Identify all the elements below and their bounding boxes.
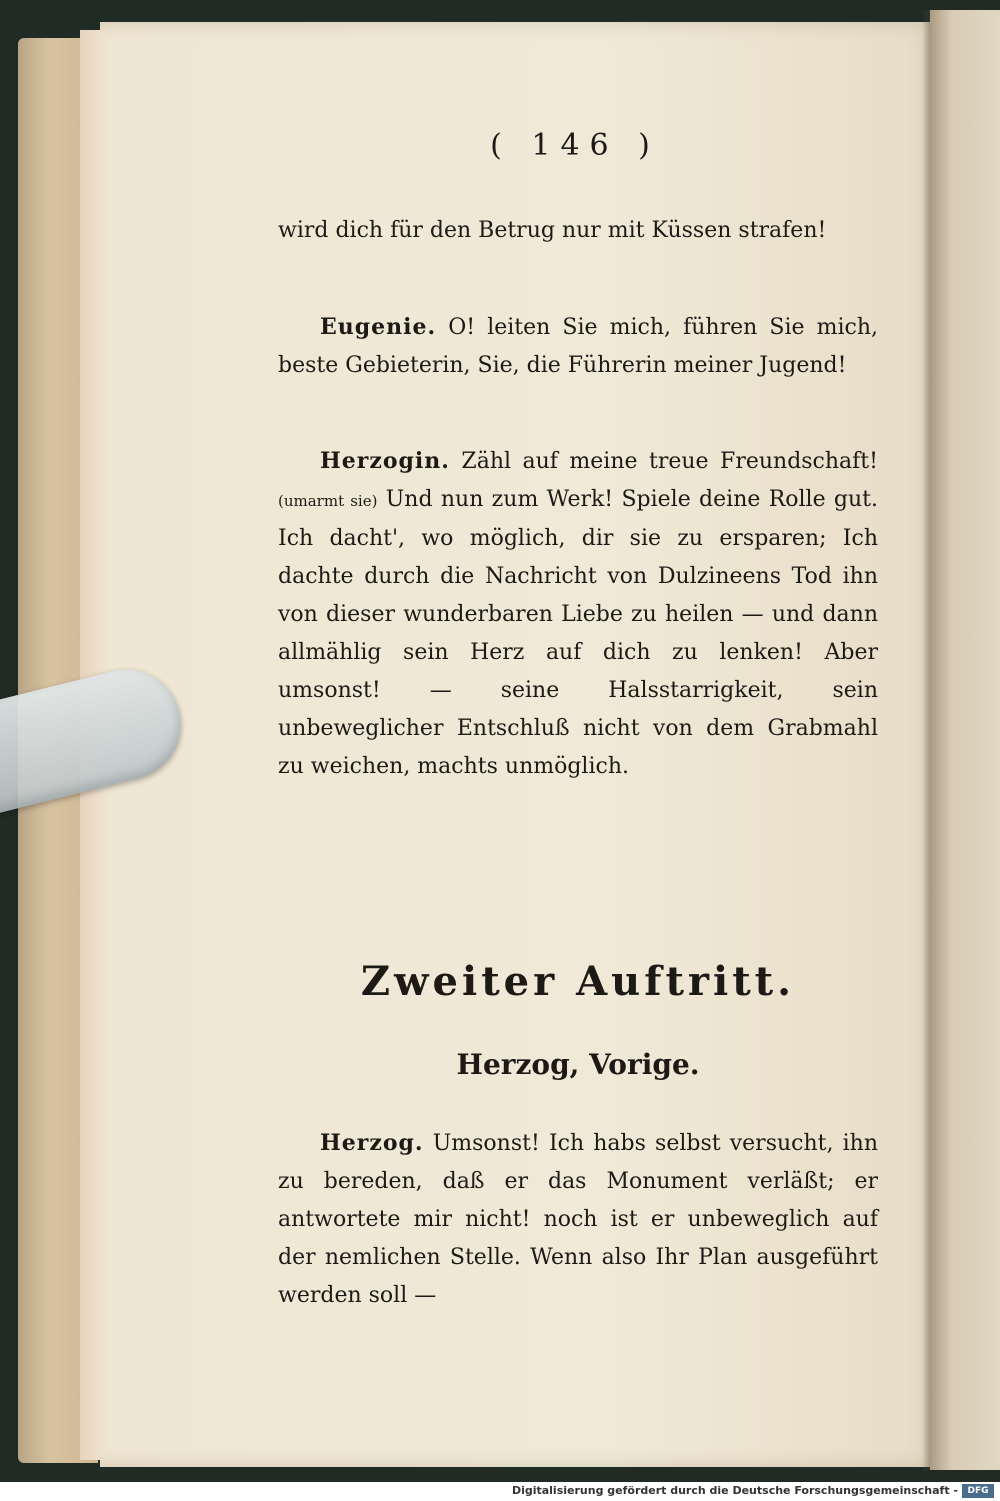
paragraph-herzog	[278, 1124, 878, 1315]
herzogin-text-after: Und nun zum Werk! Spiele deine Rolle gut. Ich dacht', wo möglich, dir sie zu ersparen; Ich dachte durch die Nachricht von Dulzineens Tod ihn von dieser wunderbaren Liebe zu heilen — und dann allmählig sein Herz auf dich zu lenken! Aber umsonst! — seine Halsstarrigkeit, sein unbeweglicher Entschluß nicht von dem Grabmahl zu weichen, machts unmöglich.	[278, 487, 879, 779]
scene-cast: Herzog, Vorige.	[456, 1048, 700, 1081]
footer-credit: Digitalisierung gefördert durch die Deutsche Forschungsgemeinschaft -	[511, 1484, 958, 1497]
paragraph-continuation	[278, 212, 878, 250]
paragraph-eugenie	[278, 308, 878, 385]
herzog-text: Umsonst! Ich habs selbst versucht, ihn zu bereden, daß er das Monument verläßt; er antwortete mir nicht! noch ist er unbeweglich auf der nemlichen Stelle. Wenn also Ihr Plan ausgeführt werden soll —	[278, 1131, 878, 1308]
scene-title: Zweiter Auftritt.	[360, 958, 796, 1005]
paragraph-herzogin	[278, 442, 878, 786]
continuation-text: wird dich für den Betrug nur mit Küssen strafen!	[278, 218, 827, 243]
page-number: ( 146 )	[490, 128, 660, 163]
speaker-eugenie: Eugenie.	[320, 314, 437, 340]
herzogin-text-before: Zähl auf meine treue Freundschaft!	[461, 449, 878, 474]
stage-direction: (umarmt sie)	[278, 492, 378, 510]
speaker-herzogin: Herzogin.	[320, 448, 450, 474]
facing-page-edge	[930, 10, 1000, 1470]
speaker-herzog: Herzog.	[320, 1130, 424, 1156]
eugenie-text: O! leiten Sie mich, führen Sie mich, beste Gebieterin, Sie, die Führerin meiner Jugend!	[278, 315, 878, 378]
footer-bar	[0, 1482, 1000, 1501]
dfg-logo-icon: DFG	[962, 1484, 994, 1498]
